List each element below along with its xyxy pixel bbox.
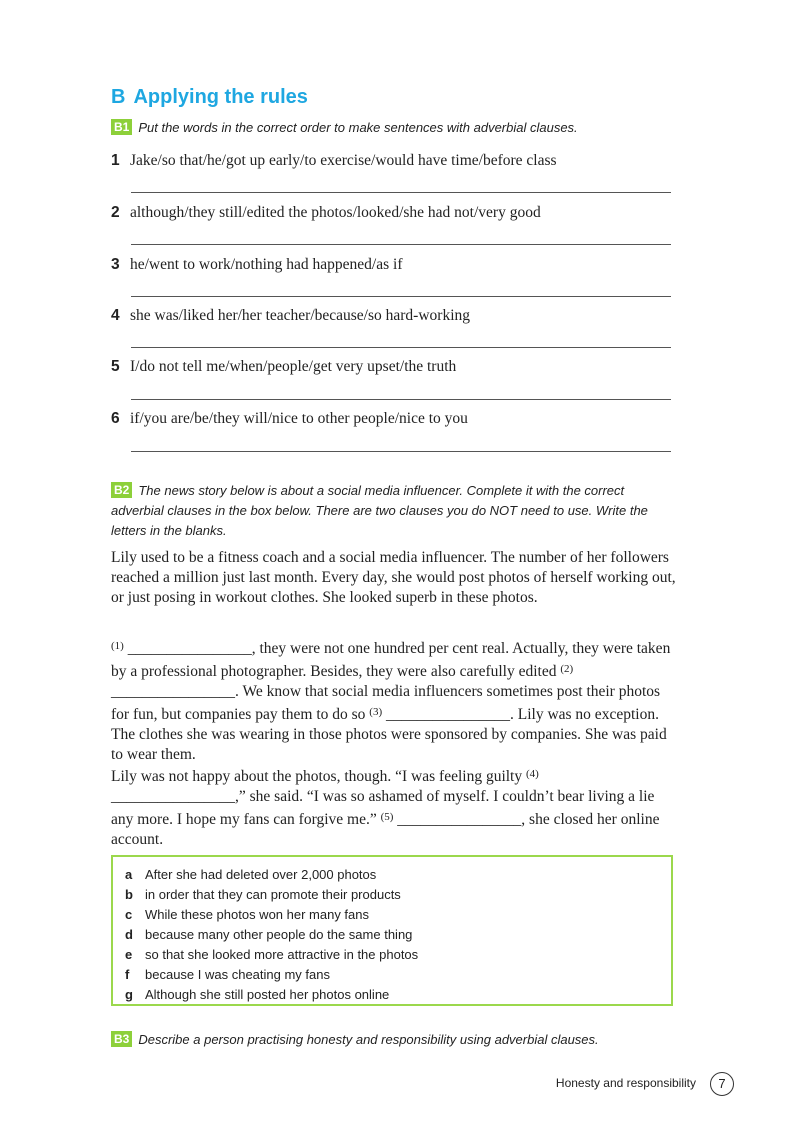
b1-item-3 — [111, 256, 402, 274]
b2-tag: B2 — [111, 482, 132, 498]
story-text: , she closed her online account. — [111, 811, 660, 848]
story-paragraph-1 — [111, 548, 677, 608]
b3-tag: B3 — [111, 1031, 132, 1047]
blank-number-5: (5) — [380, 811, 394, 823]
option-f — [125, 965, 671, 985]
item-number: 3 — [111, 256, 120, 273]
story-text: . We know that social media influencers sometimes post their photos for fun, but companies pay them to do so — [111, 683, 661, 723]
section-heading — [111, 86, 308, 109]
story-paragraph-3 — [111, 764, 677, 850]
option-text: because I was cheating my fans — [145, 967, 330, 982]
option-text: so that she looked more attractive in the photos — [145, 947, 419, 962]
story-text: . Lily was no exception. The clothes she was wearing in those photos were sponsored by companies. She was paid to wear them. — [111, 706, 667, 763]
option-text: Although she still posted her photos online — [145, 987, 390, 1002]
story-paragraph-2 — [111, 636, 677, 765]
section-letter: B — [111, 86, 126, 108]
b1-item-4 — [111, 307, 470, 325]
section-title: Applying the rules — [133, 86, 308, 108]
story-text: , they were not one hundred per cent real. Actually, they were taken by a professional photographer. Besides, they were also carefully edited — [111, 640, 671, 680]
option-letter: f — [125, 967, 130, 982]
item-number: 2 — [111, 204, 120, 221]
page-number: 7 — [710, 1072, 734, 1096]
option-b — [125, 885, 671, 905]
answer-line-5[interactable] — [131, 399, 671, 400]
b1-item-1 — [111, 152, 557, 170]
story-text: Lily was not happy about the photos, though. “I was feeling guilty — [111, 768, 526, 785]
item-text: Jake/so that/he/got up early/to exercise/would have time/before class — [130, 152, 557, 169]
option-letter: c — [125, 907, 133, 922]
blank-1[interactable]: ________________ — [127, 640, 252, 657]
option-letter: g — [125, 987, 133, 1002]
item-text: if/you are/be/they will/nice to other people/nice to you — [130, 410, 468, 427]
b1-instruction — [111, 118, 578, 138]
option-letter: d — [125, 927, 133, 942]
option-text: After she had deleted over 2,000 photos — [145, 867, 377, 882]
option-d — [125, 925, 671, 945]
blank-number-2: (2) — [560, 663, 574, 675]
option-text: because many other people do the same thing — [145, 927, 413, 942]
options-box — [111, 855, 673, 1006]
b1-tag: B1 — [111, 119, 132, 135]
option-e — [125, 945, 671, 965]
answer-line-1[interactable] — [131, 192, 671, 193]
blank-number-4: (4) — [526, 768, 539, 780]
blank-3[interactable]: ________________ — [386, 706, 510, 723]
blank-4[interactable]: ________________ — [111, 788, 235, 805]
b3-instruction-text: Describe a person practising honesty and responsibility using adverbial clauses. — [138, 1032, 599, 1047]
story-text: ,” she said. “I was so ashamed of myself. I couldn’t bear living a lie any more. I hope my fans can forgive me.” — [111, 788, 655, 828]
blank-number-1: (1) — [111, 640, 124, 652]
b2-instruction — [111, 481, 671, 541]
item-number: 1 — [111, 152, 120, 169]
blank-2[interactable]: ________________ — [111, 683, 235, 700]
footer-title: Honesty and responsibility — [555, 1076, 696, 1090]
option-letter: a — [125, 867, 133, 882]
option-letter: e — [125, 947, 133, 962]
blank-5[interactable]: ________________ — [397, 811, 522, 828]
answer-line-2[interactable] — [131, 244, 671, 245]
option-c — [125, 905, 671, 925]
item-text: although/they still/edited the photos/looked/she had not/very good — [130, 204, 541, 221]
item-text: I/do not tell me/when/people/get very upset/the truth — [130, 358, 457, 375]
answer-line-3[interactable] — [131, 296, 671, 297]
blank-number-3: (3) — [369, 706, 383, 718]
answer-line-6[interactable] — [131, 451, 671, 452]
option-a — [125, 865, 671, 885]
b2-instruction-text: The news story below is about a social media influencer. Complete it with the correct adverbial clauses in the box below. There are two clauses you do NOT need to use. Write the letters in the blanks. — [111, 483, 648, 538]
item-number: 5 — [111, 358, 120, 375]
option-g — [125, 985, 671, 1005]
b1-instruction-text: Put the words in the correct order to make sentences with adverbial clauses. — [138, 120, 578, 135]
b3-instruction — [111, 1030, 599, 1050]
option-letter: b — [125, 887, 133, 902]
item-text: he/went to work/nothing had happened/as if — [130, 256, 403, 273]
b1-item-6 — [111, 410, 468, 428]
b1-item-2 — [111, 204, 541, 222]
option-text: While these photos won her many fans — [145, 907, 370, 922]
option-text: in order that they can promote their products — [145, 887, 401, 902]
item-text: she was/liked her/her teacher/because/so hard-working — [130, 307, 471, 324]
item-number: 4 — [111, 307, 120, 324]
item-number: 6 — [111, 410, 120, 427]
answer-line-4[interactable] — [131, 347, 671, 348]
story-text: Lily used to be a fitness coach and a social media influencer. The number of her followers reached a million just last month. Every day, she would post photos of herself working out, or just posing in workout clothes. She looked superb in these photos. — [111, 549, 676, 606]
b1-item-5 — [111, 358, 456, 376]
